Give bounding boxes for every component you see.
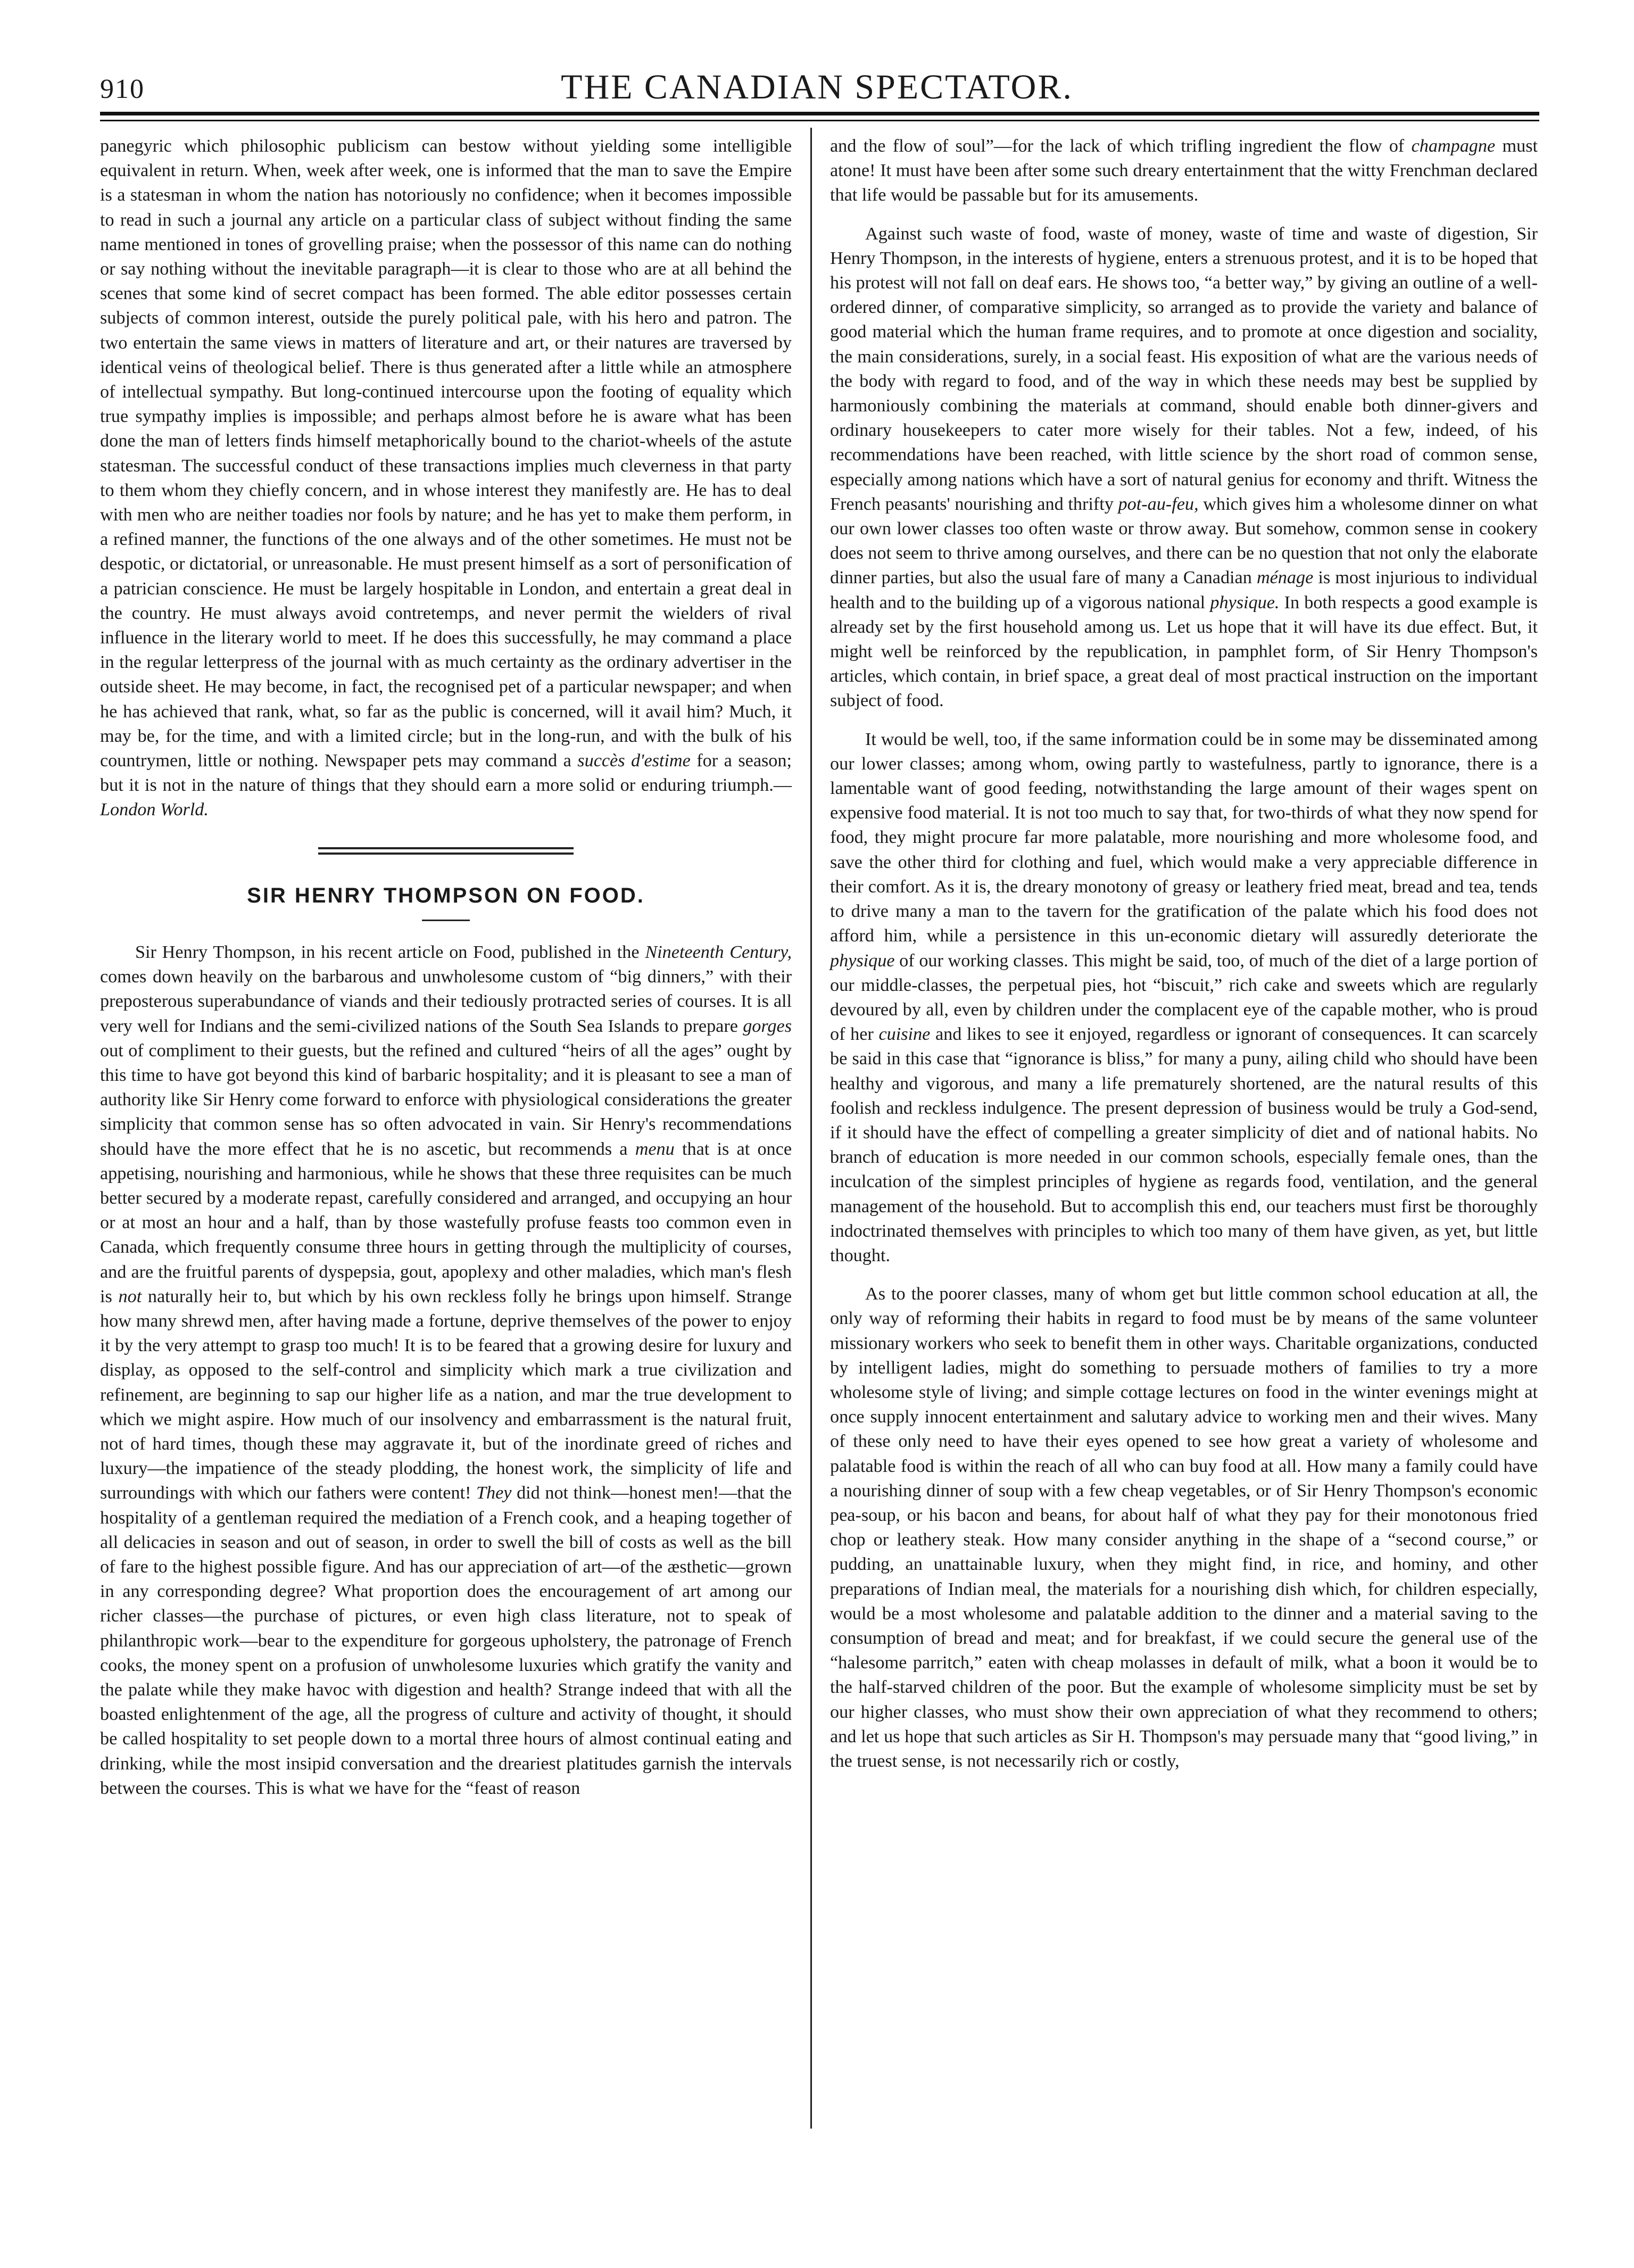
page-number: 910 <box>100 74 145 104</box>
text-run: Sir Henry Thompson, in his recent article on Food, published in the <box>135 942 645 962</box>
column-divider <box>810 128 812 2129</box>
right-column <box>830 134 1538 1774</box>
italic-text: physique <box>830 950 895 971</box>
italic-text: pot-au-feu, <box>1118 494 1199 514</box>
text-run: It would be well, too, if the same information could be in some may be disseminated among our lower classes; among whom, owing partly to wastefulness, partly to ignorance, there is a lamentable want of good feeding, notwithstanding the large amount of their wages spent on expensive food material. It is not too much to say that, for two-thirds of what they now spend for food, they might procure far more palatable, more nourishing and more wholesome food, and save the other third for clothing and fuel, which would make a very appreciable difference in their comfort. As it is, the dreary monotony of greasy or leathery fried meat, bread and tea, tends to drive many a man to the tavern for the gratification of the palate which his food does not afford him, while a persistence in this un-economic dietary will assuredly deteriorate the <box>830 729 1538 946</box>
source-attribution: London World. <box>100 800 209 820</box>
text-run: for a season; but it is not in the nature of things that they should earn a more solid or enduring triumph.— <box>100 751 792 796</box>
text-run: Against such waste of food, waste of money, waste of time and waste of digestion, Sir Henry Thompson, in the interests of hygiene, enters a strenuous protest, and it is to be hoped that his protest will not fall on deaf ears. He shows too, “a better way,” by giving an outline of a well-ordered dinner, of comparative simplicity, so arranged as to provide the variety and balance of good material which the human frame requires, and to promote at once digestion and sociality, the main considerations, surely, in a social feast. His exposition of what are the various needs of the body with regard to food, and of the way in which these needs may best be supplied by harmoniously combining the materials at command, should enable both dinner-givers and ordinary housekeepers to cater more wisely for their tables. Not a few, indeed, of his recommendations have been reached, with little science by the short road of common sense, especially among nations which have a sort of natural genius for economy and thrift. Witness the French peasants' nourishing and thrifty <box>830 224 1538 514</box>
heading-rule <box>422 920 470 921</box>
text-run: comes down heavily on the barbarous and unwholesome custom of “big dinners,” with their preposterous superabundance of viands and their tediously protracted series of courses. It is all very well for Indians and the semi-civilized nations of the South Sea Islands to prepare <box>100 967 792 1036</box>
italic-text: gorges <box>743 1016 792 1036</box>
text-run: that is at once appetising, nourishing and harmonious, while he shows that these three requisites can be much better secured by a moderate repast, carefully considered and arranged, and occupying an hour or at most an hour and a half, than by those wastefully profuse feasts too common even in Canada, which frequently consume three hours in getting through the multiplicity of courses, and are the fruitful parents of dyspepsia, gout, apoplexy and other maladies, which man's flesh is <box>100 1139 792 1306</box>
text-run: and likes to see it enjoyed, regardless or ignorant of consequences. It can scarcely be said in this case that “ignorance is bliss,” for many a puny, ailing child who should have been healthy and vigorous, and many a life prematurely shortened, are the natural results of this foolish and reckless indulgence. The present depression of business would be truly a God-send, if it should have the effect of compelling a greater simplicity of diet and of national habits. No branch of education is more needed in our common schools, especially female ones, than the inculcation of the simplest principles of hygiene as regards food, ventilation, and the general management of the household. But to accomplish this end, our teachers must first be thoroughly indoctrinated themselves with principles to which too many of them have given, as yet, but little thought. <box>830 1024 1538 1265</box>
text-run: In both respects a good example is already set by the first household among us. Let us hope that it will have its due effect. But, it might well be reinforced by the republication, in pamphlet form, of Sir Henry Thompson's articles, which contain, in brief space, a great deal of most practical instruction on the important subject of food. <box>830 592 1538 711</box>
italic-text: physique. <box>1210 592 1280 612</box>
italic-text: succès d'estime <box>577 751 691 771</box>
text-run: panegyric which philosophic publicism can bestow without yielding some intelligible equivalent in return. When, week after week, one is informed that the man to save the Empire is a statesman in whom the nation has notoriously no confidence; when it becomes impossible to read in such a journal any article on a particular class of subject without finding the same name mentioned in tones of grovelling praise; when the possessor of this name can do nothing or say nothing without the inevitable paragraph—it is clear to those who are at all behind the scenes that some kind of secret compact has been formed. The able editor possesses certain subjects of common interest, outside the purely political pale, with his hero and patron. The two entertain the same views in matters of literature and art, or their natures are traversed by identical veins of theological belief. There is thus generated after a little while an atmosphere of intellectual sympathy. But long-continued intercourse upon the footing of equality which true sympathy implies is impossible; and perhaps almost before he is aware what has been done the man of letters finds himself metaphorically bound to the chariot-wheels of the astute statesman. The successful conduct of these transactions implies much cleverness in that party to them whom they chiefly concern, and in whose interest they manifestly are. He has to deal with men who are neither toadies nor fools by nature; and he has yet to make them perform, in a refined manner, the functions of the one always and of the other sometimes. He must not be despotic, or dictatorial, or unreasonable. He must present himself as a sort of personification of a patrician conscience. He must be largely hospitable in London, and entertain a great deal in the country. He must always avoid contretemps, and never permit the wielders of rival influence in the literary world to meet. If he does this successfully, he may command a place in the regular letterpress of the journal with as much certainty as the ordinary advertiser in the outside sheet. He may become, in fact, the recognised pet of a particular newspaper; and when he has achieved that rank, what, so far as the public is concerned, will it avail him? Much, it may be, for the time, and with a limited circle; but in the long-run, and with the bulk of his countrymen, little or nothing. Newspaper pets may command a <box>100 136 792 771</box>
italic-text: Nineteenth Century, <box>645 942 792 962</box>
italic-text: cuisine <box>878 1024 931 1045</box>
right-paragraph-1 <box>830 134 1538 208</box>
left-paragraph-2 <box>100 940 792 1801</box>
italic-text: not <box>118 1286 142 1306</box>
italic-text: menu <box>635 1139 675 1159</box>
header-rule-thin <box>100 120 1539 121</box>
right-paragraph-4: As to the poorer classes, many of whom get but little common school education at all, the only way of reforming their habits in regard to food must be by means of the same volunteer missionary workers who seek to benefit them in other ways. Charitable organizations, conducted by intelligent ladies, might do something to persuade mothers of families to try a more wholesome style of living; and simple cottage lectures on food in the winter evenings might at once supply innocent entertainment and salutary advice to working men and their wives. Many of these only need to have their eyes opened to see how great a variety of wholesome and palatable food is within the reach of all who can buy food at all. How many a family could have a nourishing dinner of soup with a few cheap vegetables, or of Sir Henry Thompson's economic pea-soup, or his bacon and beans, for about half of what they pay for their monotonous fried chop or leathery steak. How many consider anything in the shape of a “second course,” or pudding, an unattainable luxury, when they might find, in rice, and hominy, and other preparations of Indian meal, the materials for a nourishing dish which, for children especially, would be a most wholesome and palatable addition to the dinner and a material saving to the consumption of bread and meat; and for breakfast, if we could secure the general use of the “halesome parritch,” eaten with cheap molasses in default of milk, what a boon it would be to the half-starved children of the poor. But the example of wholesome simplicity must be set by our higher classes, who must show their own appreciation of what they recommend to others; and let us hope that such articles as Sir H. Thompson's may persuade many that “good living,” in the truest sense, is not necessarily rich or costly, <box>830 1284 1538 1771</box>
publication-title: THE CANADIAN SPECTATOR. <box>561 68 1073 106</box>
article-end-rule <box>318 847 574 855</box>
left-column <box>100 134 792 1801</box>
text-run: out of compliment to their guests, but the refined and cultured “heirs of all the ages” ought by this time to have got beyond this kind of barbaric hospitality; and it is pleasant to see a man of authority like Sir Henry come forward to enforce with physiological considerations the greater simplicity that common sense has so often advocated in vain. Sir Henry's recommendations should have the more effect that he is no ascetic, but recommends a <box>100 1040 792 1159</box>
right-paragraph-3 <box>830 727 1538 1268</box>
text-run: and the flow of soul”—for the lack of which trifling ingredient the flow of <box>830 136 1412 156</box>
text-run: did not think—honest men!—that the hospitality of a gentleman required the mediation of a French cook, and a heaping together of all delicacies in season and out of season, in order to swell the bill of costs as well as the bill of fare to the highest possible figure. And has our appreciation of art—of the æsthetic—grown in any corresponding degree? What proportion does the encouragement of art among our richer classes—the purchase of pictures, or even high class literature, not to speak of philanthropic work—bear to the expenditure for gorgeous upholstery, the patronage of French cooks, the money spent on a profusion of unwholesome luxuries which gratify the vanity and the palate while they make havoc with digestion and health? Strange indeed that with all the boasted enlightenment of the age, all the progress of culture and activity of thought, it should be called hospitality to set people down to a mortal three hours of almost continual eating and drinking, while the most insipid conversation and the dreariest platitudes garnish the intervals between the courses. This is what we have for the “feast of reason <box>100 1483 792 1798</box>
italic-text: champagne <box>1411 136 1496 156</box>
article-heading: SIR HENRY THOMPSON ON FOOD. <box>247 883 645 907</box>
left-paragraph-1 <box>100 134 792 823</box>
header-rule-thick <box>100 112 1539 115</box>
text-run: which gives him a wholesome dinner on what our own lower classes too often waste or throw away. But somehow, common sense in cookery does not seem to thrive among ourselves, and there can be no question that not only the elaborate dinner parties, but also the usual fare of many a Canadian <box>830 494 1538 588</box>
text-run: of our working classes. This might be said, too, of much of the diet of a large portion of our middle-classes, the perpetual pies, hot “biscuit,” rich cake and sweets which are regularly devoured by all, even by children under the complacent eye of the capable mother, who is proud of her <box>830 950 1538 1045</box>
italic-text: They <box>476 1483 512 1503</box>
right-paragraph-2 <box>830 222 1538 714</box>
text-run: naturally heir to, but which by his own reckless folly he brings upon himself. Strange how many shrewd men, after having made a fortune, deprive themselves of the power to enjoy it by the very attempt to grasp too much! It is to be feared that a growing desire for luxury and display, as opposed to the self-control and simplicity which mark a true civilization and refinement, are beginning to sap our higher life as a nation, and mar the true development to which we might aspire. How much of our insolvency and embarrassment is the natural fruit, not of hard times, though these may aggravate it, but of the inordinate greed of riches and luxury—the impatience of the steady plodding, the honest work, the simplicity of life and surroundings with which our fathers were content! <box>100 1286 792 1503</box>
italic-text: ménage <box>1256 568 1314 588</box>
text-run: must atone! It must have been after some such dreary entertainment that the witty Frenchman declared that life would be passable but for its amusements. <box>830 136 1538 205</box>
text-run: is most injurious to individual health and to the building up of a vigorous national <box>830 568 1538 612</box>
